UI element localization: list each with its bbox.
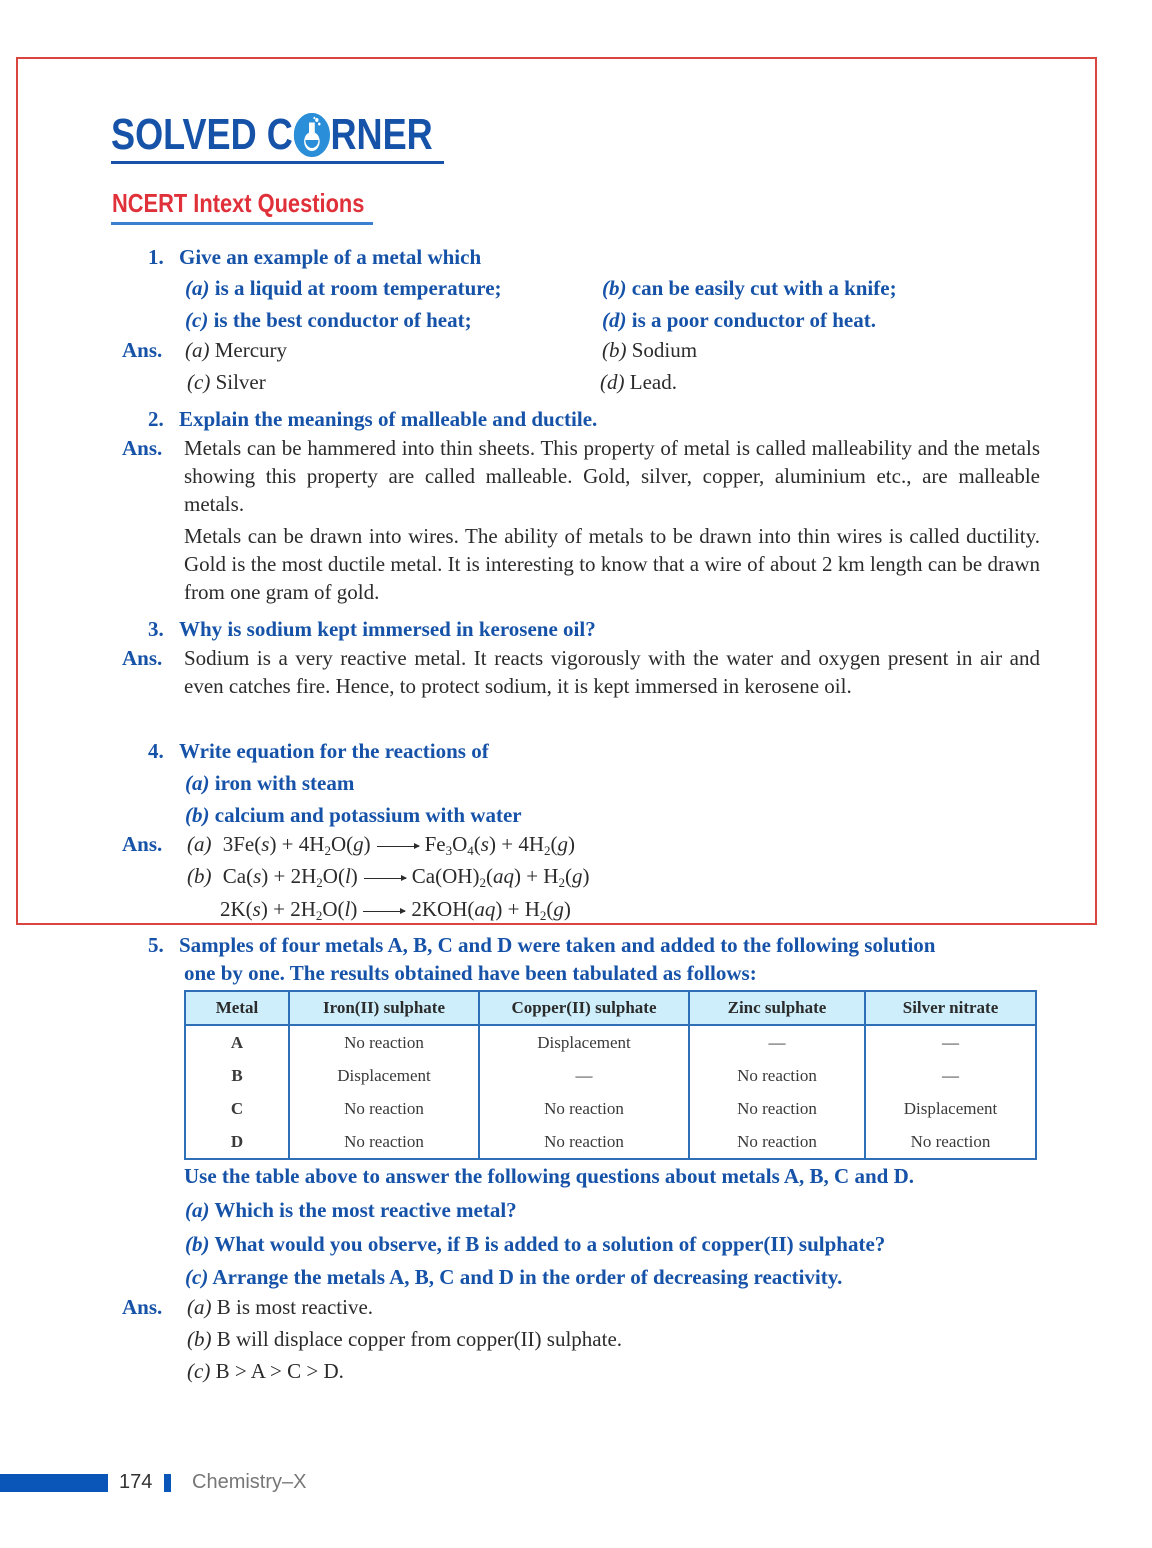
equation-label: (a) xyxy=(187,832,212,856)
answer-text: Lead. xyxy=(629,370,677,394)
q5-option-a xyxy=(185,1196,517,1224)
q5-instruction: Use the table above to answer the following questions about metals A, B, C and D. xyxy=(184,1164,914,1188)
table-cell: Displacement xyxy=(479,1025,689,1059)
table-cell: No reaction xyxy=(689,1059,865,1092)
answer-option-label: (a) xyxy=(185,338,210,362)
equation-b2: $2K(s) + 2H_2O(l) 2KOH(aq) + H_2(g)$ xyxy=(220,897,571,923)
q1-option-d xyxy=(602,306,876,334)
column-header: Metal xyxy=(185,991,289,1025)
question-text: Explain the meanings of malleable and ductile. xyxy=(179,407,598,431)
table-cell: — xyxy=(479,1059,689,1092)
answer-text: Silver xyxy=(215,370,266,394)
title-underline xyxy=(111,161,444,164)
q5-option-b xyxy=(185,1230,885,1258)
answer-option-label: (a) xyxy=(187,1295,212,1319)
option-label: (a) xyxy=(185,771,210,795)
answer-option-label: (c) xyxy=(187,370,211,394)
table-row xyxy=(185,1059,1036,1092)
q1-answer-a xyxy=(185,336,287,364)
option-text: is a poor conductor of heat. xyxy=(631,308,876,332)
subtitle: NCERT Intext Questions xyxy=(112,188,365,218)
table-cell: — xyxy=(689,1025,865,1059)
question-4 xyxy=(148,737,489,765)
option-text: calcium and potassium with water xyxy=(214,803,522,827)
reaction-arrow-icon xyxy=(377,846,419,847)
answer-option-label: (d) xyxy=(600,370,625,394)
table-cell: No reaction xyxy=(289,1125,479,1159)
table-cell: Displacement xyxy=(865,1092,1036,1125)
answer-text: B is most reactive. xyxy=(216,1295,374,1319)
option-label: (a) xyxy=(185,276,210,300)
table-cell: No reaction xyxy=(479,1092,689,1125)
answer-label: Ans. xyxy=(122,646,163,670)
table-cell: No reaction xyxy=(689,1125,865,1159)
table-cell: No reaction xyxy=(289,1092,479,1125)
section-title xyxy=(111,112,503,158)
table-row xyxy=(185,1025,1036,1059)
option-label: (a) xyxy=(185,1198,210,1222)
equation-b: (b) $Ca(s) + 2H_2O(l) Ca(OH)_2(aq) + H_2(g)$ xyxy=(187,864,590,890)
table-row xyxy=(185,1092,1036,1125)
q1-answer-c xyxy=(187,368,266,396)
table-cell: — xyxy=(865,1025,1036,1059)
option-text: Which is the most reactive metal? xyxy=(214,1198,517,1222)
option-label: (b) xyxy=(185,1232,210,1256)
title-part2: RNER xyxy=(330,110,433,159)
answer-paragraph: Metals can be hammered into thin sheets. This property of metal is called malleability and the metals showing this property are called malleable. Gold, silver, copper, aluminium etc., are malleable metals. xyxy=(184,436,1040,516)
answer-text: B will displace copper from copper(II) sulphate. xyxy=(216,1327,623,1351)
question-number: 3. xyxy=(148,617,164,641)
q1-option-b xyxy=(602,274,897,302)
table-cell: No reaction xyxy=(479,1125,689,1159)
q1-answer-b xyxy=(602,336,697,364)
equation-label: (b) xyxy=(187,864,212,888)
table-cell: — xyxy=(865,1059,1036,1092)
q1-option-c xyxy=(185,306,472,334)
question-number: 4. xyxy=(148,739,164,763)
reaction-arrow-icon xyxy=(363,911,405,912)
q5-answer-c xyxy=(187,1357,344,1385)
q4-option-a xyxy=(185,769,354,797)
table-cell: C xyxy=(185,1092,289,1125)
table-header-row xyxy=(185,991,1036,1025)
question-5 xyxy=(148,931,935,959)
option-label: (b) xyxy=(185,803,210,827)
answer-text: B > A > C > D. xyxy=(215,1359,344,1383)
option-label: (c) xyxy=(185,1265,209,1289)
table-cell: A xyxy=(185,1025,289,1059)
table-cell: Displacement xyxy=(289,1059,479,1092)
option-text: iron with steam xyxy=(214,771,355,795)
q1-option-a xyxy=(185,274,502,302)
question-5-line2: one by one. The results obtained have been tabulated as follows: xyxy=(184,961,757,985)
question-text: Give an example of a metal which xyxy=(179,245,482,269)
option-text: is the best conductor of heat; xyxy=(213,308,472,332)
answer-label: Ans. xyxy=(122,1295,163,1319)
answer-text: Sodium xyxy=(631,338,698,362)
table-cell: No reaction xyxy=(289,1025,479,1059)
equation-a: (a) $3Fe(s) + 4H_2O(g) Fe_3O_4(s) + 4H_2(g)$ xyxy=(187,832,575,858)
footer-bar xyxy=(0,1474,108,1492)
option-text: is a liquid at room temperature; xyxy=(214,276,502,300)
footer-divider xyxy=(164,1474,171,1492)
q4-option-b xyxy=(185,801,522,829)
q5-answer-a xyxy=(187,1293,373,1321)
table-cell: D xyxy=(185,1125,289,1159)
reaction-arrow-icon xyxy=(364,878,406,879)
option-text: What would you observe, if B is added to a solution of copper(II) sulphate? xyxy=(214,1232,886,1256)
question-text: Write equation for the reactions of xyxy=(179,739,489,763)
column-header: Zinc sulphate xyxy=(689,991,865,1025)
question-3 xyxy=(148,615,596,643)
column-header: Copper(II) sulphate xyxy=(479,991,689,1025)
question-number: 5. xyxy=(148,933,164,957)
answer-option-label: (c) xyxy=(187,1359,211,1383)
q1-answer-d xyxy=(600,368,677,396)
option-label: (b) xyxy=(602,276,627,300)
answer-label: Ans. xyxy=(122,436,163,460)
table-cell: B xyxy=(185,1059,289,1092)
table-cell: No reaction xyxy=(865,1125,1036,1159)
question-number: 2. xyxy=(148,407,164,431)
title-part1: SOLVED C xyxy=(111,110,293,159)
answer-paragraph: Metals can be drawn into wires. The ability of metals to be drawn into thin wires is called ductility. Gold is the most ductile metal. It is interesting to know that a wire of about 2 km length can be drawn from one gram of gold. xyxy=(184,524,1040,604)
question-text: Samples of four metals A, B, C and D were taken and added to the following solution xyxy=(179,933,936,957)
table-cell: No reaction xyxy=(689,1092,865,1125)
column-header: Silver nitrate xyxy=(865,991,1036,1025)
question-1 xyxy=(148,243,481,271)
page-number: 174 xyxy=(119,1471,153,1493)
question-2 xyxy=(148,405,597,433)
q5-answer-b xyxy=(187,1325,622,1353)
results-table xyxy=(184,990,1037,1160)
option-text: can be easily cut with a knife; xyxy=(631,276,897,300)
option-label: (c) xyxy=(185,308,209,332)
option-label: (d) xyxy=(602,308,627,332)
question-text: Why is sodium kept immersed in kerosene oil? xyxy=(179,617,596,641)
answer-option-label: (b) xyxy=(602,338,627,362)
answer-text: Mercury xyxy=(214,338,288,362)
flask-icon xyxy=(294,113,330,157)
answer-paragraph: Sodium is a very reactive metal. It reacts vigorously with the water and oxygen present in air and even catches fire. Hence, to protect sodium, it is kept immersed in kerosene oil. xyxy=(184,646,1040,698)
question-number: 1. xyxy=(148,245,164,269)
table-row xyxy=(185,1125,1036,1159)
subtitle-underline xyxy=(111,222,373,225)
book-title: Chemistry–X xyxy=(192,1471,307,1493)
answer-option-label: (b) xyxy=(187,1327,212,1351)
answer-label: Ans. xyxy=(122,832,163,856)
q5-option-c xyxy=(185,1263,842,1291)
column-header: Iron(II) sulphate xyxy=(289,991,479,1025)
answer-label: Ans. xyxy=(122,338,163,362)
option-text: Arrange the metals A, B, C and D in the order of decreasing reactivity. xyxy=(212,1265,843,1289)
